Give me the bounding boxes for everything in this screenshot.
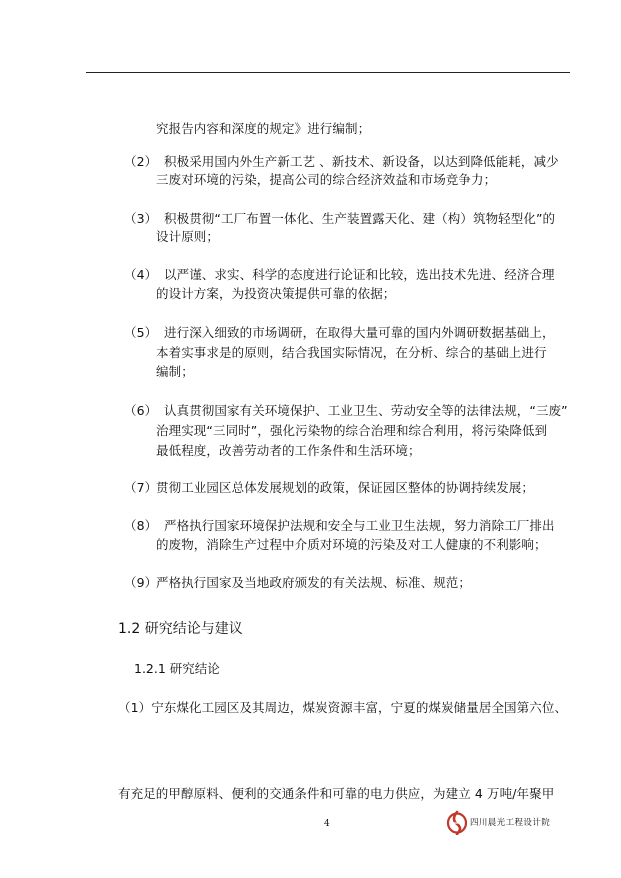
conclusion-line-1: （1）宁东煤化工园区及其周边，煤炭资源丰富，宁夏的煤炭储量居全国第六位、 [118, 700, 568, 715]
principle-5-line-3: 编制； [156, 364, 194, 379]
section-heading: 1.2 研究结论与建议 [118, 621, 243, 637]
intro-continuation: 究报告内容和深度的规定》进行编制； [156, 121, 371, 136]
subsection-heading: 1.2.1 研究结论 [134, 661, 220, 676]
principle-2-number: （2） [124, 154, 158, 169]
footer-organization: 四川晨光工程设计院 [470, 818, 551, 828]
principle-5-number: （5） [124, 325, 158, 340]
principle-3-line-1: 积极贯彻“工厂布置一体化、生产装置露天化、建（构）筑物轻型化”的 [164, 211, 556, 226]
principle-6-number: （6） [124, 403, 158, 418]
principle-2-line-1: 积极采用国内外生产新工艺 、新技术、新设备，以达到降低能耗，减少 [164, 154, 559, 169]
principle-4-number: （4） [124, 267, 158, 282]
header-rule [86, 72, 570, 73]
principle-3-line-2: 设计原则； [156, 229, 220, 244]
page-number: 4 [324, 819, 330, 829]
principle-9-number: （9） [124, 575, 158, 590]
principle-8-line-2: 的废物，消除生产过程中介质对环境的污染及对工人健康的不利影响； [156, 537, 547, 552]
principle-5-line-2: 本着实事求是的原则，结合我国实际情况，在分析、综合的基础上进行 [156, 345, 547, 360]
principle-4-line-2: 的设计方案，为投资决策提供可靠的依据； [156, 286, 396, 301]
principle-6-line-3: 最低程度，改善劳动者的工作条件和生活环境； [156, 443, 421, 458]
principle-5-line-1: 进行深入细致的市场调研，在取得大量可靠的国内外调研数据基础上， [164, 325, 555, 340]
principle-6-line-2: 治理实现“三同时”，强化污染物的综合治理和综合利用，将污染降低到 [156, 423, 548, 438]
principle-2-line-2: 三废对环境的污染，提高公司的综合经济效益和市场竞争力； [156, 172, 497, 187]
principle-9-line-1: 严格执行国家及当地政府颁发的有关法规、标准、规范； [156, 575, 472, 590]
conclusion-line-2: 有充足的甲醇原料、便利的交通条件和可靠的电力供应，为建立 4 万吨/年聚甲 [118, 786, 555, 801]
principle-8-number: （8） [124, 518, 158, 533]
principle-8-line-1: 严格执行国家环境保护法规和安全与工业卫生法规，努力消除工厂排出 [164, 518, 555, 533]
principle-6-line-1: 认真贯彻国家有关环境保护、工业卫生、劳动安全等的法律法规，“三废” [164, 403, 568, 418]
principle-3-number: （3） [124, 211, 158, 226]
principle-4-line-1: 以严谨、求实、科学的态度进行论证和比较，选出技术先进、经济合理 [164, 267, 555, 282]
principle-7-number: （7） [124, 480, 158, 495]
principle-7-line-1: 贯彻工业园区总体发展规划的政策，保证园区整体的协调持续发展； [156, 480, 535, 495]
chenguang-logo-icon [446, 809, 468, 835]
